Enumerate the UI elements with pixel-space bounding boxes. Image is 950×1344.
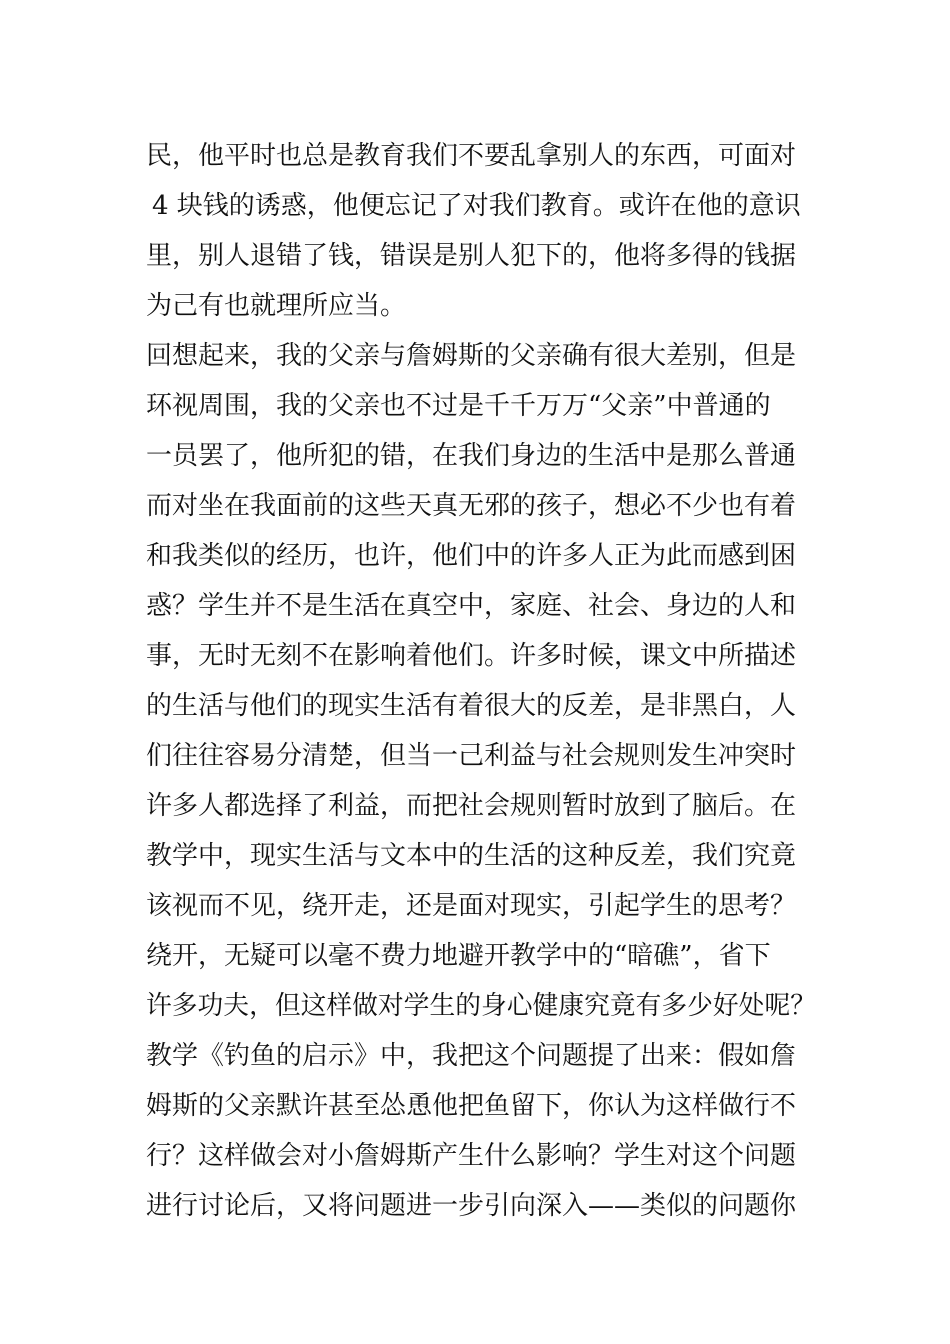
text-line-16: 该视而不见，绕开走，还是面对现实，引起学生的思考？: [146, 891, 797, 921]
text-line-22: 进行讨论后，又将问题进一步引向深入——类似的问题你: [146, 1191, 797, 1221]
text-line-14: 许多人都选择了利益，而把社会规则暂时放到了脑后。在: [146, 791, 797, 821]
text-line-1: 民，他平时也总是教育我们不要乱拿别人的东西，可面对: [146, 141, 797, 171]
body-text: [146, 131, 816, 1231]
text-line-8: 而对坐在我面前的这些天真无邪的孩子，想必不少也有着: [146, 491, 797, 521]
text-line-13: 们往往容易分清楚，但当一己利益与社会规则发生冲突时: [146, 741, 797, 771]
text-line-3: 里，别人退错了钱，错误是别人犯下的，他将多得的钱据: [146, 241, 797, 271]
text-line-9: 和我类似的经历，也许，他们中的许多人正为此而感到困: [146, 541, 797, 571]
text-line-21: 行？这样做会对小詹姆斯产生什么影响？学生对这个问题: [146, 1141, 797, 1171]
text-line-12: 的生活与他们的现实生活有着很大的反差，是非黑白，人: [146, 691, 797, 721]
text-line-17: 绕开，无疑可以毫不费力地避开教学中的“暗礁”，省下: [146, 941, 771, 971]
text-line-11: 事，无时无刻不在影响着他们。许多时候，课文中所描述: [146, 641, 797, 671]
text-line-7: 一员罢了，他所犯的错，在我们身边的生活中是那么普通: [146, 441, 797, 471]
text-line-19: 教学《钓鱼的启示》中，我把这个问题提了出来：假如詹: [146, 1041, 797, 1071]
text-line-6: 环视周围，我的父亲也不过是千千万万“父亲”中普通的: [146, 391, 771, 421]
text-line-20: 姆斯的父亲默许甚至怂恿他把鱼留下，你认为这样做行不: [146, 1091, 797, 1121]
text-line-15: 教学中，现实生活与文本中的生活的这种反差，我们究竟: [146, 841, 797, 871]
text-line-2: 4 块钱的诱惑，他便忘记了对我们教育。或许在他的意识: [152, 191, 801, 221]
text-line-18: 许多功夫，但这样做对学生的身心健康究竟有多少好处呢？: [146, 991, 816, 1021]
text-line-4: 为己有也就理所应当。: [146, 291, 407, 321]
text-line-5: 回想起来，我的父亲与詹姆斯的父亲确有很大差别，但是: [146, 341, 797, 371]
text-line-10: 惑？学生并不是生活在真空中，家庭、社会、身边的人和: [146, 591, 797, 621]
